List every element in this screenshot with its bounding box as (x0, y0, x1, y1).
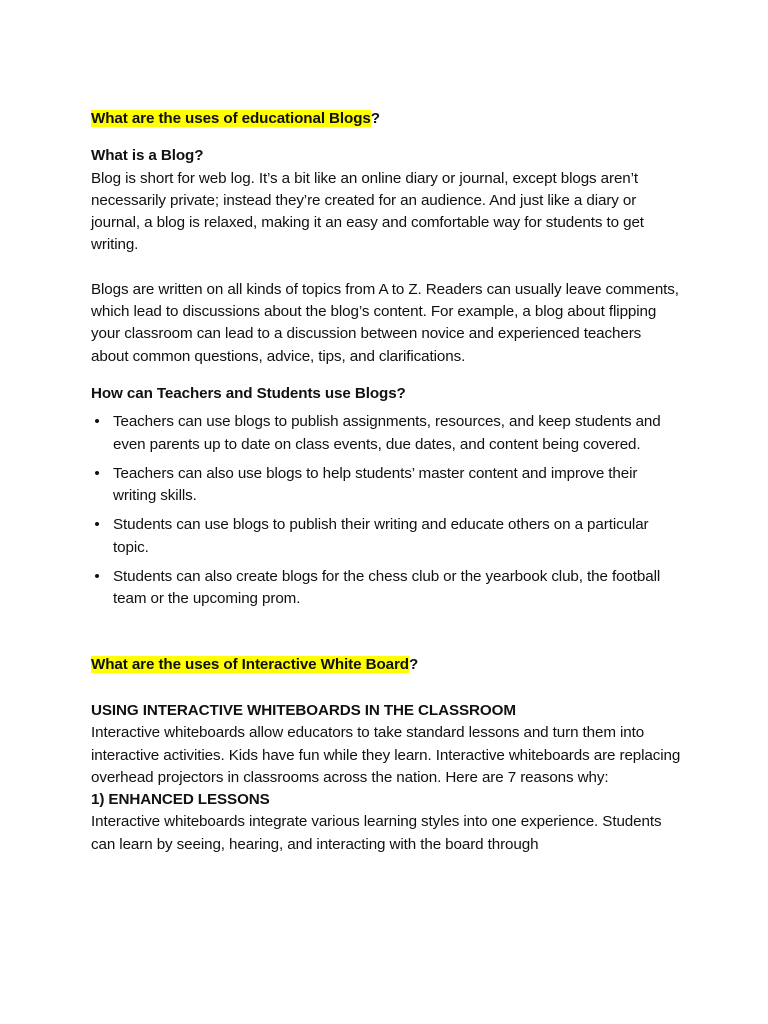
list-item (91, 411, 681, 456)
section-title-blogs (91, 108, 681, 130)
bullet-icon: • (94, 464, 100, 482)
list-item (91, 566, 681, 611)
list-item-text: Teachers can use blogs to publish assignments, resources, and keep students and even parents up to date on class events, due dates, and content being covered. (113, 413, 661, 453)
list-item (91, 463, 681, 508)
list-item-text: Teachers can also use blogs to help students’ master content and improve their writing skills. (113, 464, 638, 505)
paragraph-blog-definition: Blog is short for web log. It’s a bit like an online diary or journal, except blogs aren’t necessarily private; instead they’re created for an audience. And just like a diary or journal, a blog is relaxed, making it an easy and comfortable way for students to get writing. (91, 169, 644, 254)
blog-uses-list (91, 411, 681, 610)
highlighted-title-text: What are the uses of educational Blogs (91, 110, 371, 127)
heading-using-whiteboards: USING INTERACTIVE WHITEBOARDS IN THE CLASSROOM (91, 701, 516, 719)
bullet-icon: • (94, 516, 100, 534)
bullet-icon: • (94, 568, 100, 586)
paragraph-blog-topics: Blogs are written on all kinds of topics from A to Z. Readers can usually leave comments, which lead to discussions about the blog’s content. For example, a blog about flipping your classroom can lead to a discussion between novice and experienced teachers about common questions, advice, tips, and clarifications. (91, 280, 679, 365)
document-body (91, 108, 681, 856)
title-question-mark: ? (408, 655, 419, 673)
heading-enhanced-lessons: 1) ENHANCED LESSONS (91, 791, 270, 809)
list-item (91, 514, 681, 559)
highlighted-title-text: What are the uses of Interactive White Board (91, 655, 409, 673)
section-title-whiteboard (91, 654, 681, 676)
list-item-text: Students can use blogs to publish their writing and educate others on a particular topic. (113, 516, 649, 556)
subheading-what-is-a-blog: What is a Blog? (91, 147, 204, 165)
subheading-how-to-use-blogs: How can Teachers and Students use Blogs? (91, 384, 406, 402)
title-question-mark: ? (370, 110, 380, 127)
paragraph-whiteboard-intro: Interactive whiteboards allow educators to take standard lessons and turn them into interactive activities. Kids have fun while they learn. Interactive whiteboards are replacing overhead projectors in classrooms across the nation. Here are 7 reasons why: (91, 724, 681, 786)
paragraph-enhanced-lessons: Interactive whiteboards integrate various learning styles into one experience. Students can learn by seeing, hearing, and interacting with the board through (91, 813, 662, 853)
bullet-icon: • (94, 413, 100, 431)
list-item-text: Students can also create blogs for the chess club or the yearbook club, the football team or the upcoming prom. (113, 568, 661, 608)
